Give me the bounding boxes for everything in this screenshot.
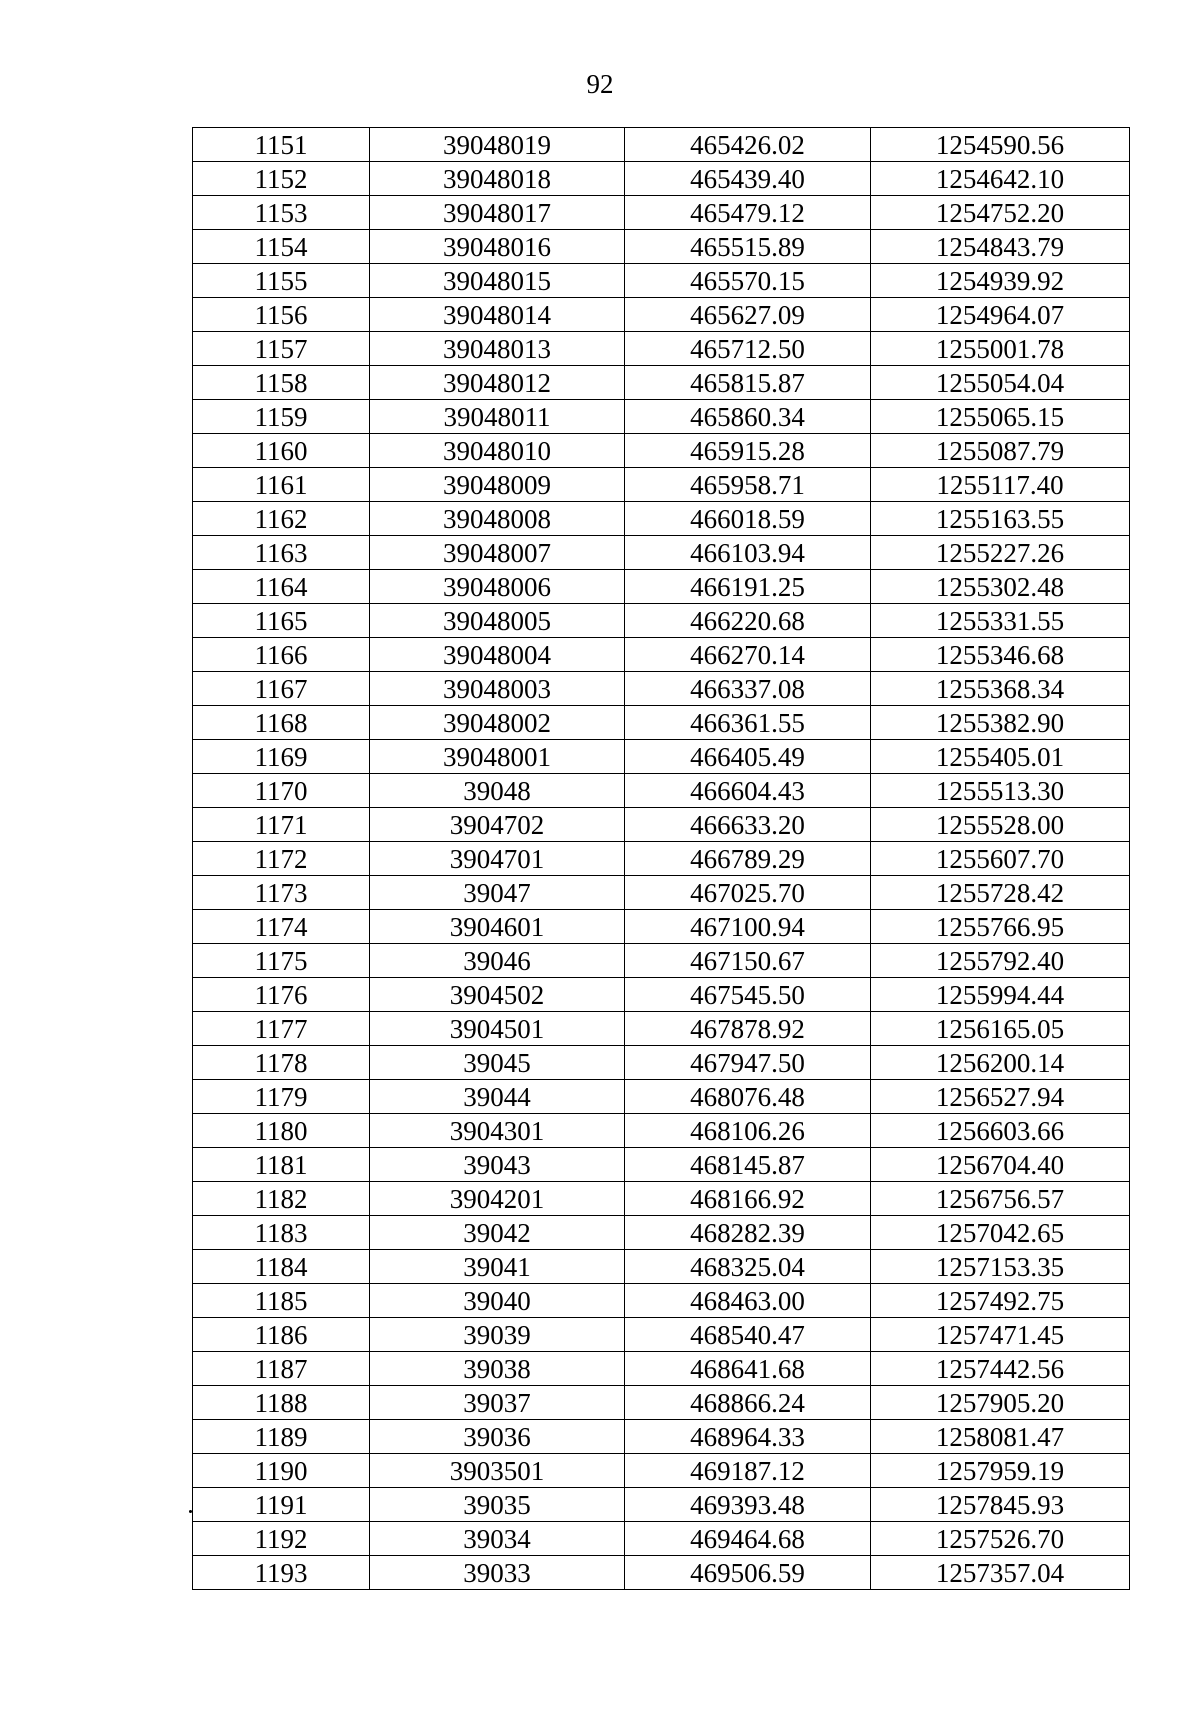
point-id-cell: 39048016 — [370, 230, 625, 264]
y-coordinate-cell: 1254590.56 — [871, 128, 1130, 162]
point-id-cell: 39048002 — [370, 706, 625, 740]
table-row — [193, 502, 1130, 536]
point-id-cell: 3903501 — [370, 1454, 625, 1488]
row-index-cell: 1169 — [193, 740, 370, 774]
x-coordinate-cell: 468166.92 — [625, 1182, 871, 1216]
point-id-cell: 39048019 — [370, 128, 625, 162]
table-row — [193, 434, 1130, 468]
table-row — [193, 944, 1130, 978]
y-coordinate-cell: 1255994.44 — [871, 978, 1130, 1012]
table-row — [193, 1012, 1130, 1046]
y-coordinate-cell: 1258081.47 — [871, 1420, 1130, 1454]
row-index-cell: 1165 — [193, 604, 370, 638]
table-row — [193, 366, 1130, 400]
row-index-cell: 1186 — [193, 1318, 370, 1352]
point-id-cell: 39046 — [370, 944, 625, 978]
row-index-cell: 1159 — [193, 400, 370, 434]
point-id-cell: 3904501 — [370, 1012, 625, 1046]
table-row — [193, 1454, 1130, 1488]
x-coordinate-cell: 468641.68 — [625, 1352, 871, 1386]
y-coordinate-cell: 1256603.66 — [871, 1114, 1130, 1148]
table-row — [193, 876, 1130, 910]
x-coordinate-cell: 466337.08 — [625, 672, 871, 706]
point-id-cell: 3904601 — [370, 910, 625, 944]
table-row — [193, 1522, 1130, 1556]
table-row — [193, 536, 1130, 570]
point-id-cell: 39048009 — [370, 468, 625, 502]
point-id-cell: 3904502 — [370, 978, 625, 1012]
row-index-cell: 1161 — [193, 468, 370, 502]
point-id-cell: 39048008 — [370, 502, 625, 536]
point-id-cell: 3904701 — [370, 842, 625, 876]
point-id-cell: 39048011 — [370, 400, 625, 434]
x-coordinate-cell: 467545.50 — [625, 978, 871, 1012]
point-id-cell: 39047 — [370, 876, 625, 910]
x-coordinate-cell: 466789.29 — [625, 842, 871, 876]
row-index-cell: 1179 — [193, 1080, 370, 1114]
x-coordinate-cell: 465627.09 — [625, 298, 871, 332]
y-coordinate-cell: 1254939.92 — [871, 264, 1130, 298]
row-index-cell: 1192 — [193, 1522, 370, 1556]
row-index-cell: 1154 — [193, 230, 370, 264]
y-coordinate-cell: 1256704.40 — [871, 1148, 1130, 1182]
x-coordinate-cell: 465439.40 — [625, 162, 871, 196]
row-index-cell: 1181 — [193, 1148, 370, 1182]
x-coordinate-cell: 465479.12 — [625, 196, 871, 230]
table-row — [193, 1080, 1130, 1114]
table-row — [193, 672, 1130, 706]
x-coordinate-cell: 466405.49 — [625, 740, 871, 774]
x-coordinate-cell: 468540.47 — [625, 1318, 871, 1352]
x-coordinate-cell: 465426.02 — [625, 128, 871, 162]
row-index-cell: 1164 — [193, 570, 370, 604]
row-index-cell: 1151 — [193, 128, 370, 162]
y-coordinate-cell: 1255405.01 — [871, 740, 1130, 774]
x-coordinate-cell: 465958.71 — [625, 468, 871, 502]
x-coordinate-cell: 469187.12 — [625, 1454, 871, 1488]
y-coordinate-cell: 1257471.45 — [871, 1318, 1130, 1352]
row-index-cell: 1185 — [193, 1284, 370, 1318]
x-coordinate-cell: 468106.26 — [625, 1114, 871, 1148]
y-coordinate-cell: 1255163.55 — [871, 502, 1130, 536]
point-id-cell: 39048005 — [370, 604, 625, 638]
x-coordinate-cell: 467025.70 — [625, 876, 871, 910]
table-row — [193, 128, 1130, 162]
coordinates-table — [192, 127, 1130, 1590]
x-coordinate-cell: 467150.67 — [625, 944, 871, 978]
row-index-cell: 1153 — [193, 196, 370, 230]
y-coordinate-cell: 1257845.93 — [871, 1488, 1130, 1522]
point-id-cell: 39034 — [370, 1522, 625, 1556]
x-coordinate-cell: 468282.39 — [625, 1216, 871, 1250]
point-id-cell: 39048007 — [370, 536, 625, 570]
x-coordinate-cell: 466361.55 — [625, 706, 871, 740]
x-coordinate-cell: 465815.87 — [625, 366, 871, 400]
point-id-cell: 39048003 — [370, 672, 625, 706]
y-coordinate-cell: 1257042.65 — [871, 1216, 1130, 1250]
row-index-cell: 1189 — [193, 1420, 370, 1454]
table-row — [193, 1556, 1130, 1590]
y-coordinate-cell: 1255065.15 — [871, 400, 1130, 434]
point-id-cell: 39048004 — [370, 638, 625, 672]
y-coordinate-cell: 1257442.56 — [871, 1352, 1130, 1386]
point-id-cell: 39048006 — [370, 570, 625, 604]
y-coordinate-cell: 1255728.42 — [871, 876, 1130, 910]
y-coordinate-cell: 1255513.30 — [871, 774, 1130, 808]
page-number: 92 — [586, 69, 614, 99]
y-coordinate-cell: 1255001.78 — [871, 332, 1130, 366]
point-id-cell: 39044 — [370, 1080, 625, 1114]
table-row — [193, 638, 1130, 672]
x-coordinate-cell: 466103.94 — [625, 536, 871, 570]
point-id-cell: 39048018 — [370, 162, 625, 196]
row-index-cell: 1168 — [193, 706, 370, 740]
row-index-cell: 1160 — [193, 434, 370, 468]
point-id-cell: 39048 — [370, 774, 625, 808]
row-index-cell: 1178 — [193, 1046, 370, 1080]
table-row — [193, 332, 1130, 366]
point-id-cell: 3904201 — [370, 1182, 625, 1216]
x-coordinate-cell: 466220.68 — [625, 604, 871, 638]
point-id-cell: 39035 — [370, 1488, 625, 1522]
x-coordinate-cell: 467878.92 — [625, 1012, 871, 1046]
x-coordinate-cell: 467100.94 — [625, 910, 871, 944]
row-index-cell: 1188 — [193, 1386, 370, 1420]
y-coordinate-cell: 1257153.35 — [871, 1250, 1130, 1284]
table-row — [193, 1352, 1130, 1386]
x-coordinate-cell: 468964.33 — [625, 1420, 871, 1454]
row-index-cell: 1183 — [193, 1216, 370, 1250]
row-index-cell: 1167 — [193, 672, 370, 706]
table-row — [193, 468, 1130, 502]
y-coordinate-cell: 1255302.48 — [871, 570, 1130, 604]
table-row — [193, 298, 1130, 332]
table-row — [193, 1182, 1130, 1216]
table-row — [193, 264, 1130, 298]
point-id-cell: 39043 — [370, 1148, 625, 1182]
x-coordinate-cell: 465570.15 — [625, 264, 871, 298]
table-row — [193, 1114, 1130, 1148]
table-row — [193, 1420, 1130, 1454]
table-row — [193, 400, 1130, 434]
row-index-cell: 1172 — [193, 842, 370, 876]
point-id-cell: 39045 — [370, 1046, 625, 1080]
table-row — [193, 706, 1130, 740]
x-coordinate-cell: 465860.34 — [625, 400, 871, 434]
row-index-cell: 1191 — [193, 1488, 370, 1522]
table-row — [193, 1148, 1130, 1182]
row-index-cell: 1184 — [193, 1250, 370, 1284]
point-id-cell: 39048013 — [370, 332, 625, 366]
y-coordinate-cell: 1257905.20 — [871, 1386, 1130, 1420]
coordinates-table-body — [193, 128, 1130, 1590]
table-row — [193, 978, 1130, 1012]
point-id-cell: 39041 — [370, 1250, 625, 1284]
row-index-cell: 1158 — [193, 366, 370, 400]
table-row — [193, 162, 1130, 196]
y-coordinate-cell: 1254642.10 — [871, 162, 1130, 196]
table-row — [193, 1046, 1130, 1080]
point-id-cell: 39048017 — [370, 196, 625, 230]
y-coordinate-cell: 1257526.70 — [871, 1522, 1130, 1556]
table-row — [193, 740, 1130, 774]
x-coordinate-cell: 467947.50 — [625, 1046, 871, 1080]
y-coordinate-cell: 1255331.55 — [871, 604, 1130, 638]
stray-mark — [189, 1510, 192, 1513]
row-index-cell: 1156 — [193, 298, 370, 332]
x-coordinate-cell: 469506.59 — [625, 1556, 871, 1590]
x-coordinate-cell: 468866.24 — [625, 1386, 871, 1420]
row-index-cell: 1193 — [193, 1556, 370, 1590]
table-row — [193, 604, 1130, 638]
y-coordinate-cell: 1255117.40 — [871, 468, 1130, 502]
y-coordinate-cell: 1255528.00 — [871, 808, 1130, 842]
x-coordinate-cell: 466270.14 — [625, 638, 871, 672]
y-coordinate-cell: 1254964.07 — [871, 298, 1130, 332]
x-coordinate-cell: 468325.04 — [625, 1250, 871, 1284]
row-index-cell: 1187 — [193, 1352, 370, 1386]
x-coordinate-cell: 465712.50 — [625, 332, 871, 366]
point-id-cell: 39048014 — [370, 298, 625, 332]
y-coordinate-cell: 1255382.90 — [871, 706, 1130, 740]
point-id-cell: 3904301 — [370, 1114, 625, 1148]
row-index-cell: 1163 — [193, 536, 370, 570]
y-coordinate-cell: 1257492.75 — [871, 1284, 1130, 1318]
x-coordinate-cell: 466018.59 — [625, 502, 871, 536]
point-id-cell: 39038 — [370, 1352, 625, 1386]
row-index-cell: 1182 — [193, 1182, 370, 1216]
y-coordinate-cell: 1255087.79 — [871, 434, 1130, 468]
y-coordinate-cell: 1257357.04 — [871, 1556, 1130, 1590]
x-coordinate-cell: 468463.00 — [625, 1284, 871, 1318]
row-index-cell: 1176 — [193, 978, 370, 1012]
x-coordinate-cell: 466633.20 — [625, 808, 871, 842]
row-index-cell: 1162 — [193, 502, 370, 536]
point-id-cell: 3904702 — [370, 808, 625, 842]
row-index-cell: 1180 — [193, 1114, 370, 1148]
point-id-cell: 39048015 — [370, 264, 625, 298]
table-row — [193, 1318, 1130, 1352]
y-coordinate-cell: 1255766.95 — [871, 910, 1130, 944]
coordinates-table-container — [192, 127, 1130, 1590]
point-id-cell: 39036 — [370, 1420, 625, 1454]
x-coordinate-cell: 468076.48 — [625, 1080, 871, 1114]
row-index-cell: 1170 — [193, 774, 370, 808]
row-index-cell: 1175 — [193, 944, 370, 978]
y-coordinate-cell: 1254752.20 — [871, 196, 1130, 230]
point-id-cell: 39048001 — [370, 740, 625, 774]
y-coordinate-cell: 1256200.14 — [871, 1046, 1130, 1080]
row-index-cell: 1155 — [193, 264, 370, 298]
row-index-cell: 1174 — [193, 910, 370, 944]
table-row — [193, 1284, 1130, 1318]
point-id-cell: 39048012 — [370, 366, 625, 400]
x-coordinate-cell: 465915.28 — [625, 434, 871, 468]
y-coordinate-cell: 1255054.04 — [871, 366, 1130, 400]
point-id-cell: 39042 — [370, 1216, 625, 1250]
x-coordinate-cell: 469464.68 — [625, 1522, 871, 1556]
y-coordinate-cell: 1254843.79 — [871, 230, 1130, 264]
row-index-cell: 1190 — [193, 1454, 370, 1488]
point-id-cell: 39033 — [370, 1556, 625, 1590]
row-index-cell: 1166 — [193, 638, 370, 672]
y-coordinate-cell: 1255368.34 — [871, 672, 1130, 706]
table-row — [193, 230, 1130, 264]
row-index-cell: 1171 — [193, 808, 370, 842]
x-coordinate-cell: 466191.25 — [625, 570, 871, 604]
y-coordinate-cell: 1255227.26 — [871, 536, 1130, 570]
point-id-cell: 39048010 — [370, 434, 625, 468]
y-coordinate-cell: 1256165.05 — [871, 1012, 1130, 1046]
y-coordinate-cell: 1256756.57 — [871, 1182, 1130, 1216]
x-coordinate-cell: 468145.87 — [625, 1148, 871, 1182]
table-row — [193, 910, 1130, 944]
table-row — [193, 1216, 1130, 1250]
table-row — [193, 774, 1130, 808]
y-coordinate-cell: 1255607.70 — [871, 842, 1130, 876]
y-coordinate-cell: 1256527.94 — [871, 1080, 1130, 1114]
row-index-cell: 1177 — [193, 1012, 370, 1046]
point-id-cell: 39039 — [370, 1318, 625, 1352]
table-row — [193, 808, 1130, 842]
table-row — [193, 1250, 1130, 1284]
row-index-cell: 1173 — [193, 876, 370, 910]
table-row — [193, 570, 1130, 604]
table-row — [193, 842, 1130, 876]
y-coordinate-cell: 1257959.19 — [871, 1454, 1130, 1488]
point-id-cell: 39037 — [370, 1386, 625, 1420]
x-coordinate-cell: 469393.48 — [625, 1488, 871, 1522]
y-coordinate-cell: 1255792.40 — [871, 944, 1130, 978]
table-row — [193, 1488, 1130, 1522]
table-row — [193, 1386, 1130, 1420]
x-coordinate-cell: 466604.43 — [625, 774, 871, 808]
row-index-cell: 1152 — [193, 162, 370, 196]
y-coordinate-cell: 1255346.68 — [871, 638, 1130, 672]
x-coordinate-cell: 465515.89 — [625, 230, 871, 264]
point-id-cell: 39040 — [370, 1284, 625, 1318]
table-row — [193, 196, 1130, 230]
row-index-cell: 1157 — [193, 332, 370, 366]
